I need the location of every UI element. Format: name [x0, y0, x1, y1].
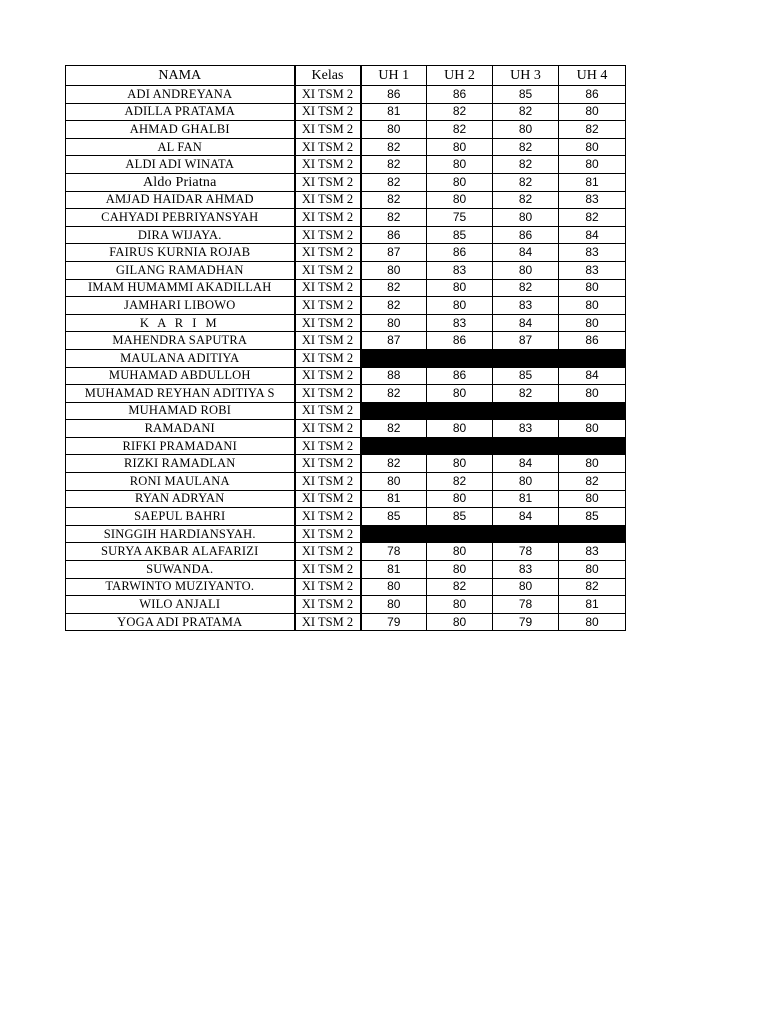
score-uh1: 79 [361, 613, 427, 631]
student-name: RONI MAULANA [66, 473, 295, 491]
score-uh1: 82 [361, 173, 427, 191]
student-class: XI TSM 2 [295, 367, 361, 385]
score-uh1: 81 [361, 490, 427, 508]
score-uh4: 80 [559, 420, 626, 438]
score-uh1: 85 [361, 508, 427, 526]
student-name: YOGA ADI PRATAMA [66, 613, 295, 631]
blank-scores [361, 402, 626, 420]
student-class: XI TSM 2 [295, 508, 361, 526]
score-uh4: 80 [559, 297, 626, 315]
score-uh3: 79 [493, 613, 559, 631]
score-uh4: 83 [559, 261, 626, 279]
student-class: XI TSM 2 [295, 596, 361, 614]
score-uh3: 80 [493, 209, 559, 227]
score-uh4: 80 [559, 613, 626, 631]
score-uh2: 80 [427, 138, 493, 156]
student-class: XI TSM 2 [295, 121, 361, 139]
score-uh3: 82 [493, 279, 559, 297]
score-uh3: 82 [493, 385, 559, 403]
table-row [66, 578, 626, 596]
table-row [66, 138, 626, 156]
score-uh2: 82 [427, 473, 493, 491]
score-uh1: 80 [361, 473, 427, 491]
blank-scores [361, 525, 626, 543]
table-row [66, 103, 626, 121]
score-uh2: 80 [427, 191, 493, 209]
student-name: ALDI ADI WINATA [66, 156, 295, 174]
score-uh4: 82 [559, 121, 626, 139]
score-uh3: 84 [493, 314, 559, 332]
score-uh1: 81 [361, 561, 427, 579]
score-uh2: 86 [427, 244, 493, 262]
score-uh2: 80 [427, 297, 493, 315]
header-uh3: UH 3 [493, 66, 559, 86]
student-class: XI TSM 2 [295, 86, 361, 104]
table-row [66, 525, 626, 543]
table-row [66, 596, 626, 614]
score-uh4: 82 [559, 209, 626, 227]
grades-body [66, 86, 626, 631]
student-class: XI TSM 2 [295, 261, 361, 279]
score-uh4: 85 [559, 508, 626, 526]
score-uh3: 80 [493, 121, 559, 139]
table-row [66, 613, 626, 631]
header-uh2: UH 2 [427, 66, 493, 86]
score-uh1: 82 [361, 455, 427, 473]
table-row [66, 402, 626, 420]
student-class: XI TSM 2 [295, 437, 361, 455]
score-uh4: 80 [559, 561, 626, 579]
score-uh4: 80 [559, 156, 626, 174]
score-uh4: 86 [559, 332, 626, 350]
score-uh1: 87 [361, 332, 427, 350]
score-uh1: 80 [361, 314, 427, 332]
score-uh4: 81 [559, 596, 626, 614]
header-uh4: UH 4 [559, 66, 626, 86]
blank-scores [361, 349, 626, 367]
score-uh4: 86 [559, 86, 626, 104]
score-uh2: 80 [427, 420, 493, 438]
score-uh1: 88 [361, 367, 427, 385]
score-uh3: 82 [493, 191, 559, 209]
grades-table [65, 65, 626, 631]
score-uh2: 82 [427, 578, 493, 596]
score-uh2: 80 [427, 543, 493, 561]
student-name: SAEPUL BAHRI [66, 508, 295, 526]
table-row [66, 209, 626, 227]
score-uh3: 83 [493, 420, 559, 438]
header-kelas: Kelas [295, 66, 361, 86]
score-uh3: 84 [493, 508, 559, 526]
table-row [66, 191, 626, 209]
student-class: XI TSM 2 [295, 332, 361, 350]
student-name: ADILLA PRATAMA [66, 103, 295, 121]
student-class: XI TSM 2 [295, 173, 361, 191]
score-uh2: 80 [427, 455, 493, 473]
table-row [66, 297, 626, 315]
student-class: XI TSM 2 [295, 525, 361, 543]
score-uh3: 80 [493, 473, 559, 491]
student-class: XI TSM 2 [295, 473, 361, 491]
header-nama: NAMA [66, 66, 295, 86]
student-name: CAHYADI PEBRIYANSYAH [66, 209, 295, 227]
score-uh2: 86 [427, 86, 493, 104]
student-name: GILANG RAMADHAN [66, 261, 295, 279]
student-name: AHMAD GHALBI [66, 121, 295, 139]
student-class: XI TSM 2 [295, 578, 361, 596]
score-uh3: 82 [493, 173, 559, 191]
table-row [66, 314, 626, 332]
student-name: K A R I M [66, 314, 295, 332]
score-uh3: 83 [493, 297, 559, 315]
score-uh4: 81 [559, 173, 626, 191]
student-class: XI TSM 2 [295, 490, 361, 508]
score-uh1: 86 [361, 226, 427, 244]
student-class: XI TSM 2 [295, 244, 361, 262]
score-uh4: 84 [559, 367, 626, 385]
student-name: SINGGIH HARDIANSYAH. [66, 525, 295, 543]
score-uh1: 82 [361, 420, 427, 438]
score-uh2: 86 [427, 332, 493, 350]
score-uh4: 80 [559, 103, 626, 121]
table-row [66, 349, 626, 367]
score-uh3: 84 [493, 244, 559, 262]
score-uh3: 78 [493, 596, 559, 614]
student-name: MUHAMAD ABDULLOH [66, 367, 295, 385]
table-row [66, 508, 626, 526]
student-class: XI TSM 2 [295, 385, 361, 403]
student-class: XI TSM 2 [295, 314, 361, 332]
score-uh3: 83 [493, 561, 559, 579]
score-uh2: 80 [427, 613, 493, 631]
score-uh4: 84 [559, 226, 626, 244]
score-uh1: 80 [361, 596, 427, 614]
student-name: MAULANA ADITIYA [66, 349, 295, 367]
header-row [66, 66, 626, 86]
score-uh3: 86 [493, 226, 559, 244]
table-row [66, 244, 626, 262]
score-uh2: 85 [427, 508, 493, 526]
score-uh3: 80 [493, 578, 559, 596]
student-name: MAHENDRA SAPUTRA [66, 332, 295, 350]
student-name: IMAM HUMAMMI AKADILLAH [66, 279, 295, 297]
score-uh3: 87 [493, 332, 559, 350]
student-class: XI TSM 2 [295, 297, 361, 315]
score-uh4: 83 [559, 191, 626, 209]
student-name: AL FAN [66, 138, 295, 156]
student-name: RAMADANI [66, 420, 295, 438]
score-uh2: 85 [427, 226, 493, 244]
table-row [66, 420, 626, 438]
score-uh1: 80 [361, 578, 427, 596]
score-uh3: 82 [493, 103, 559, 121]
score-uh3: 80 [493, 261, 559, 279]
table-row [66, 332, 626, 350]
score-uh4: 80 [559, 138, 626, 156]
score-uh2: 82 [427, 103, 493, 121]
table-row [66, 490, 626, 508]
score-uh2: 80 [427, 490, 493, 508]
student-name: RYAN ADRYAN [66, 490, 295, 508]
student-name: RIZKI RAMADLAN [66, 455, 295, 473]
score-uh1: 82 [361, 279, 427, 297]
score-uh4: 80 [559, 455, 626, 473]
student-name: TARWINTO MUZIYANTO. [66, 578, 295, 596]
table-row [66, 261, 626, 279]
score-uh3: 85 [493, 367, 559, 385]
score-uh2: 83 [427, 261, 493, 279]
score-uh1: 81 [361, 103, 427, 121]
score-uh3: 81 [493, 490, 559, 508]
student-name: RIFKI PRAMADANI [66, 437, 295, 455]
score-uh2: 80 [427, 156, 493, 174]
student-name: ADI ANDREYANA [66, 86, 295, 104]
score-uh4: 80 [559, 314, 626, 332]
table-row [66, 279, 626, 297]
score-uh2: 80 [427, 279, 493, 297]
header-uh1: UH 1 [361, 66, 427, 86]
student-name: JAMHARI LIBOWO [66, 297, 295, 315]
student-name: FAIRUS KURNIA ROJAB [66, 244, 295, 262]
score-uh4: 80 [559, 385, 626, 403]
score-uh2: 86 [427, 367, 493, 385]
student-class: XI TSM 2 [295, 349, 361, 367]
student-class: XI TSM 2 [295, 613, 361, 631]
student-name: DIRA WIJAYA. [66, 226, 295, 244]
student-class: XI TSM 2 [295, 156, 361, 174]
score-uh1: 86 [361, 86, 427, 104]
table-row [66, 173, 626, 191]
score-uh4: 82 [559, 578, 626, 596]
table-row [66, 226, 626, 244]
score-uh4: 80 [559, 490, 626, 508]
table-row [66, 86, 626, 104]
score-uh4: 82 [559, 473, 626, 491]
score-uh1: 82 [361, 191, 427, 209]
student-name: Aldo Priatna [66, 173, 295, 191]
score-uh1: 82 [361, 385, 427, 403]
score-uh1: 78 [361, 543, 427, 561]
student-class: XI TSM 2 [295, 402, 361, 420]
score-uh1: 82 [361, 138, 427, 156]
score-uh2: 80 [427, 561, 493, 579]
score-uh2: 83 [427, 314, 493, 332]
student-name: WILO ANJALI [66, 596, 295, 614]
student-name: MUHAMAD REYHAN ADITIYA S [66, 385, 295, 403]
student-class: XI TSM 2 [295, 191, 361, 209]
table-row [66, 543, 626, 561]
score-uh4: 83 [559, 543, 626, 561]
score-uh2: 75 [427, 209, 493, 227]
student-name: SUWANDA. [66, 561, 295, 579]
score-uh3: 85 [493, 86, 559, 104]
student-class: XI TSM 2 [295, 209, 361, 227]
score-uh3: 84 [493, 455, 559, 473]
student-class: XI TSM 2 [295, 103, 361, 121]
table-row [66, 385, 626, 403]
score-uh1: 80 [361, 261, 427, 279]
score-uh1: 80 [361, 121, 427, 139]
table-row [66, 473, 626, 491]
student-name: SURYA AKBAR ALAFARIZI [66, 543, 295, 561]
table-row [66, 367, 626, 385]
score-uh2: 80 [427, 385, 493, 403]
score-uh1: 82 [361, 297, 427, 315]
score-uh3: 82 [493, 138, 559, 156]
student-name: AMJAD HAIDAR AHMAD [66, 191, 295, 209]
score-uh4: 83 [559, 244, 626, 262]
score-uh1: 82 [361, 209, 427, 227]
score-uh4: 80 [559, 279, 626, 297]
student-class: XI TSM 2 [295, 138, 361, 156]
score-uh2: 82 [427, 121, 493, 139]
score-uh1: 87 [361, 244, 427, 262]
score-uh2: 80 [427, 173, 493, 191]
student-class: XI TSM 2 [295, 455, 361, 473]
score-uh3: 82 [493, 156, 559, 174]
student-class: XI TSM 2 [295, 543, 361, 561]
student-name: MUHAMAD ROBI [66, 402, 295, 420]
score-uh2: 80 [427, 596, 493, 614]
table-row [66, 121, 626, 139]
student-class: XI TSM 2 [295, 279, 361, 297]
table-row [66, 455, 626, 473]
score-uh1: 82 [361, 156, 427, 174]
student-class: XI TSM 2 [295, 226, 361, 244]
table-row [66, 561, 626, 579]
student-class: XI TSM 2 [295, 420, 361, 438]
student-class: XI TSM 2 [295, 561, 361, 579]
blank-scores [361, 437, 626, 455]
score-uh3: 78 [493, 543, 559, 561]
table-row [66, 437, 626, 455]
table-row [66, 156, 626, 174]
